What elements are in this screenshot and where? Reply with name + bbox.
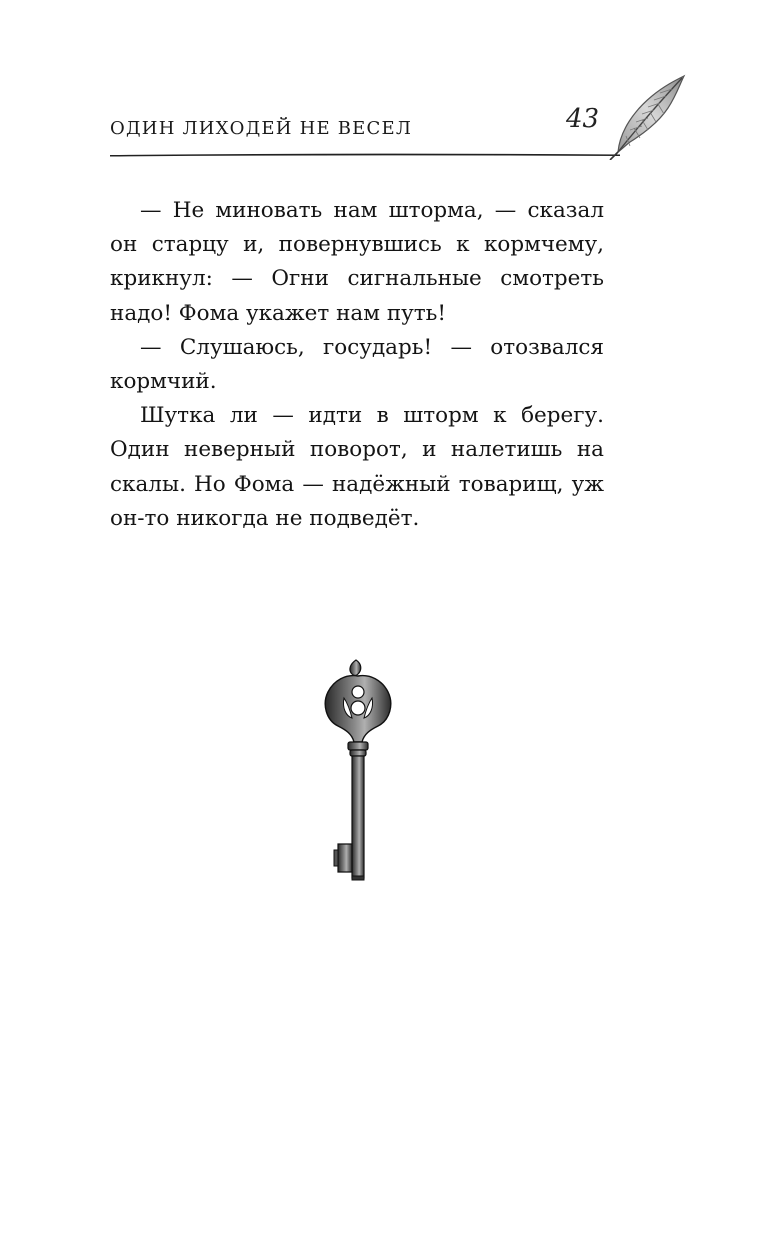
paragraph: Шутка ли — идти в шторм к берегу. Один неверный поворот, и налетишь на скалы. Но Фома — надёжный товарищ, уж он-то никогда не подведёт.: [110, 403, 604, 531]
key-icon: [316, 658, 400, 888]
running-title: ОДИН ЛИХОДЕЙ НЕ ВЕСЕЛ: [110, 118, 413, 139]
body-text: [110, 194, 604, 536]
feather-icon: [590, 70, 690, 160]
paragraph: — Слушаюсь, государь! — отозвался кормчий.: [110, 334, 604, 395]
page-number: 43: [566, 104, 600, 134]
paragraph: — Не миновать нам шторма, — сказал он старцу и, повернувшись к кормчему, крикнул: — Огни сигнальные смотреть надо! Фома укажет нам путь!: [110, 198, 604, 326]
header-rule: [110, 150, 620, 160]
